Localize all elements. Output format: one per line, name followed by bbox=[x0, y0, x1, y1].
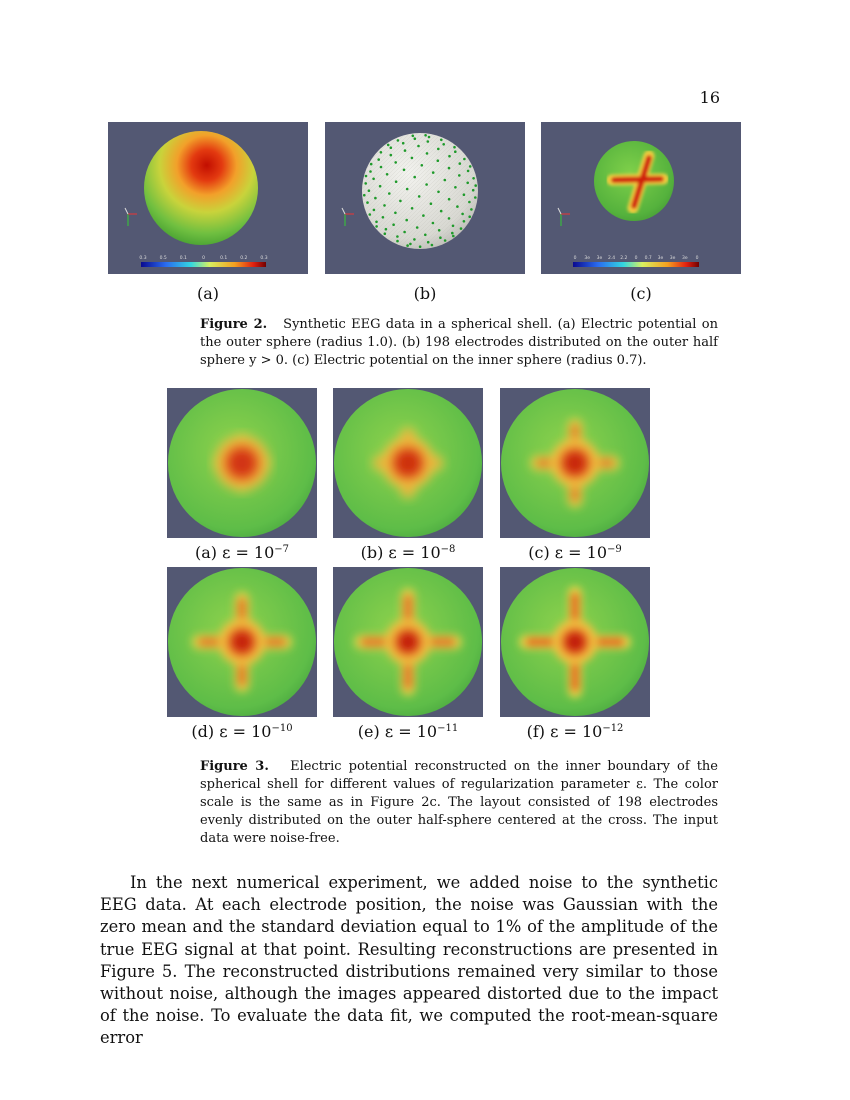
electrode-dot bbox=[380, 166, 383, 169]
electrode-dot bbox=[373, 209, 376, 212]
electrode-dot bbox=[428, 136, 431, 139]
electrode-dot bbox=[365, 175, 368, 178]
fig2-label-c: (c) bbox=[630, 284, 652, 303]
fig3-panel-image bbox=[500, 567, 650, 717]
electrode-dot bbox=[425, 183, 428, 186]
electrode-dot bbox=[439, 236, 442, 239]
electrode-dot bbox=[472, 189, 475, 192]
electrode-dot bbox=[403, 231, 406, 234]
fig3-panel-image bbox=[333, 388, 483, 538]
electrode-dot bbox=[427, 140, 430, 143]
electrode-dot bbox=[390, 146, 393, 149]
electrode-dot bbox=[470, 208, 473, 211]
page-number: 16 bbox=[699, 88, 720, 107]
electrode-dot bbox=[452, 225, 455, 228]
electrode-dot bbox=[474, 184, 477, 187]
electrode-dot bbox=[444, 239, 447, 242]
electrode-dot bbox=[383, 204, 386, 207]
electrode-dot bbox=[406, 244, 409, 247]
fig3-label-letter: (f) bbox=[526, 722, 551, 741]
colorbar-tick-label: 2.2 bbox=[620, 256, 628, 261]
electrode-dot bbox=[463, 220, 466, 223]
fig2-panel-a-image bbox=[108, 122, 308, 274]
electrode-dot bbox=[444, 179, 447, 182]
colorbar-tick-label: 3e bbox=[596, 256, 603, 261]
electrode-dot bbox=[424, 234, 427, 237]
electrode-dot bbox=[448, 155, 451, 158]
electrode-dot bbox=[463, 193, 466, 196]
fig3-label-letter: (c) bbox=[528, 543, 555, 562]
outer-sphere-potential bbox=[144, 131, 258, 245]
electrode-dot bbox=[405, 219, 408, 222]
electrode-dot bbox=[419, 245, 422, 248]
colorbar-tick-label: 0 bbox=[202, 256, 205, 261]
figure3-caption-text: Electric potential reconstructed on the inner boundary of the spherical shell for different values of regularization parameter ε. The color scale is the same as in Figure 2c. The layout consisted of 198 electrodes evenly distributed on the outer half-sphere centered at the cross. The input data were noise-free. bbox=[200, 759, 718, 846]
electrode-dot bbox=[461, 213, 464, 216]
electrode-dot bbox=[451, 232, 454, 235]
fig3-label-letter: (e) bbox=[357, 722, 385, 741]
electrode-dot bbox=[448, 167, 451, 170]
colorbar-tick-label: 0 bbox=[634, 256, 638, 261]
fig2-panel-b-image bbox=[325, 122, 525, 274]
electrode-dot bbox=[463, 158, 466, 161]
fig3-panel-label bbox=[500, 543, 650, 562]
electrode-dot bbox=[396, 235, 399, 238]
electrode-dot bbox=[459, 162, 462, 165]
electrode-dot bbox=[432, 171, 435, 174]
electrode-dot bbox=[387, 144, 390, 147]
electrode-dot bbox=[437, 191, 440, 194]
fig3-label-exponent: −10 bbox=[271, 723, 293, 734]
colorbar-ticks bbox=[139, 255, 267, 261]
electrode-dot bbox=[370, 163, 373, 166]
electrode-dot bbox=[382, 216, 385, 219]
electrode-dot bbox=[442, 143, 445, 146]
fig3-label-eps: ε = 10 bbox=[222, 543, 275, 562]
fig3-label-eps: ε = 10 bbox=[550, 722, 603, 741]
electrode-dot bbox=[379, 185, 382, 188]
electrode-dot bbox=[396, 240, 399, 243]
figure2-caption bbox=[200, 316, 718, 370]
electrode-dot bbox=[438, 229, 441, 232]
fig3-label-eps: ε = 10 bbox=[219, 722, 272, 741]
electrode-dot bbox=[472, 177, 475, 180]
body-paragraph: In the next numerical experiment, we added noise to the synthetic EEG data. At each electrode position, the noise was Gaussian with the zero mean and the standard deviation equal to 1% of the amplitude of the true EEG signal at that point. Resulting reconstructions are presented in Figure 5. The reconstructed distributions remained very similar to those without noise, although the images appeared distorted due to the impact of the noise. To evaluate the data fit, we computed the root-mean-square error bbox=[100, 873, 718, 1048]
electrode-dot bbox=[403, 169, 406, 172]
electrode-dot bbox=[385, 228, 388, 231]
electrode-dot bbox=[390, 154, 393, 157]
electrode-dot bbox=[414, 137, 417, 140]
electrode-dot bbox=[431, 244, 434, 247]
fig3-panel-image bbox=[167, 567, 317, 717]
electrode-dot bbox=[427, 241, 430, 244]
colorbar bbox=[573, 262, 699, 267]
electrode-dot bbox=[437, 148, 440, 151]
electrode-dot bbox=[413, 176, 416, 179]
electrode-dot bbox=[453, 146, 456, 149]
colorbar-tick-label: 0.1 bbox=[179, 256, 187, 261]
electrode-dot bbox=[404, 149, 407, 152]
colorbar-tick-label: 3e bbox=[584, 256, 591, 261]
fig3-panel-image bbox=[167, 388, 317, 538]
electrode-dot bbox=[402, 142, 405, 145]
electrode-dot bbox=[424, 134, 427, 137]
colorbar-tick-label: 0.7 bbox=[644, 256, 652, 261]
electrode-dot bbox=[369, 170, 372, 173]
fig3-label-exponent: −12 bbox=[602, 723, 624, 734]
electrode-dot bbox=[369, 213, 372, 216]
electrode-dot bbox=[377, 158, 380, 161]
electrode-dot bbox=[395, 180, 398, 183]
electrode-dot bbox=[372, 178, 375, 181]
fig3-label-eps: ε = 10 bbox=[388, 543, 441, 562]
fig3-label-exponent: −7 bbox=[274, 544, 290, 555]
electrode-dot bbox=[467, 170, 470, 173]
fig3-panel-label bbox=[333, 722, 483, 741]
electrode-dot bbox=[364, 182, 367, 185]
electrode-dot bbox=[426, 152, 429, 155]
figure2-caption-label: Figure 2. bbox=[200, 317, 268, 332]
electrode-dot bbox=[388, 192, 391, 195]
fig3-panel-image bbox=[333, 567, 483, 717]
electrode-dot bbox=[432, 222, 435, 225]
electrode-dot bbox=[411, 157, 414, 160]
fig3-panel-label bbox=[167, 543, 317, 562]
electrode-dot bbox=[384, 232, 387, 235]
electrode-dot bbox=[399, 200, 402, 203]
electrode-dot bbox=[454, 186, 457, 189]
fig3-label-letter: (b) bbox=[360, 543, 389, 562]
figure2-caption-text: Synthetic EEG data in a spherical shell. (a) Electric potential on the outer sphere (radius 1.0). (b) 198 electrodes distributed on the outer half sphere y > 0. (c) Electric potential on the inner sphere (radius 0.7). bbox=[200, 317, 718, 368]
electrode-dot bbox=[458, 174, 461, 177]
fig3-panel-image bbox=[500, 388, 650, 538]
electrode-dot bbox=[411, 207, 414, 210]
colorbar-tick-label: 0 bbox=[695, 256, 699, 261]
electrode-dot bbox=[386, 173, 389, 176]
colorbar-tick-label: 0.5 bbox=[159, 256, 167, 261]
electrode-dot bbox=[421, 164, 424, 167]
colorbar bbox=[141, 262, 266, 267]
fig3-panel-label bbox=[333, 543, 483, 562]
fig3-panel-label bbox=[500, 722, 650, 741]
colorbar-tick-label: 0.2 bbox=[240, 256, 248, 261]
electrode-dot bbox=[456, 205, 459, 208]
electrode-dot bbox=[468, 215, 471, 218]
electrode-dot bbox=[375, 225, 378, 228]
figure3-caption-label: Figure 3. bbox=[200, 759, 269, 774]
colorbar-tick-label: 0.3 bbox=[139, 256, 147, 261]
electrode-dot bbox=[454, 150, 457, 153]
fig3-label-eps: ε = 10 bbox=[554, 543, 607, 562]
colorbar-tick-label: 3e bbox=[669, 256, 676, 261]
colorbar-tick-label: 2.4 bbox=[608, 256, 616, 261]
electrode-dot bbox=[448, 198, 451, 201]
electrode-dot bbox=[406, 188, 409, 191]
electrode-dot bbox=[417, 145, 420, 148]
electrode-dot bbox=[468, 201, 471, 204]
electrode-dot bbox=[368, 189, 371, 192]
electrode-dot bbox=[448, 217, 451, 220]
figure3-caption bbox=[200, 758, 718, 848]
fig3-label-letter: (d) bbox=[191, 722, 220, 741]
fig3-label-eps: ε = 10 bbox=[384, 722, 438, 741]
electrode-dot bbox=[440, 210, 443, 213]
electrode-dot bbox=[474, 196, 477, 199]
electrode-dot bbox=[394, 212, 397, 215]
electrode-dot bbox=[413, 238, 416, 241]
colorbar-tick-label: 3e bbox=[657, 256, 664, 261]
electrode-dot bbox=[374, 197, 377, 200]
electrode-dot bbox=[437, 159, 440, 162]
electrode-dot bbox=[452, 235, 455, 238]
fig2-label-b: (b) bbox=[413, 284, 437, 303]
electrode-dot bbox=[363, 194, 366, 197]
electrode-dot bbox=[409, 243, 412, 246]
electrode-dot bbox=[412, 135, 415, 138]
electrode-dot bbox=[460, 227, 463, 230]
colorbar-tick-label: 0.1 bbox=[220, 256, 228, 261]
electrode-dot bbox=[466, 182, 469, 185]
electrode-dot bbox=[366, 201, 369, 204]
axes-triad-icon bbox=[558, 208, 570, 226]
fig2-label-a: (a) bbox=[196, 284, 220, 303]
electrode-dot bbox=[422, 214, 425, 217]
colorbar-ticks bbox=[574, 255, 699, 261]
electrode-dot bbox=[440, 139, 443, 142]
electrode-dot bbox=[392, 223, 395, 226]
axes-triad-icon bbox=[342, 208, 354, 226]
fig3-label-exponent: −9 bbox=[607, 544, 622, 555]
electrode-dot bbox=[375, 221, 378, 224]
electrode-dot bbox=[397, 139, 400, 142]
axes-triad-icon bbox=[125, 208, 137, 226]
fig2-panel-c-image bbox=[541, 122, 741, 274]
electrode-dot bbox=[418, 195, 421, 198]
electrode-dot bbox=[416, 226, 419, 229]
colorbar-tick-label: 0 bbox=[573, 256, 577, 261]
electrode-dot bbox=[380, 151, 383, 154]
electrode-dot bbox=[430, 202, 433, 205]
electrode-dot bbox=[394, 161, 397, 164]
fig3-label-exponent: −11 bbox=[437, 723, 459, 734]
electrode-dot bbox=[469, 165, 472, 168]
colorbar-tick-label: 3e bbox=[681, 256, 688, 261]
fig3-panel-label bbox=[167, 722, 317, 741]
fig3-label-exponent: −8 bbox=[440, 544, 456, 555]
colorbar-tick-label: 0.3 bbox=[260, 256, 268, 261]
fig3-label-letter: (a) bbox=[194, 543, 223, 562]
